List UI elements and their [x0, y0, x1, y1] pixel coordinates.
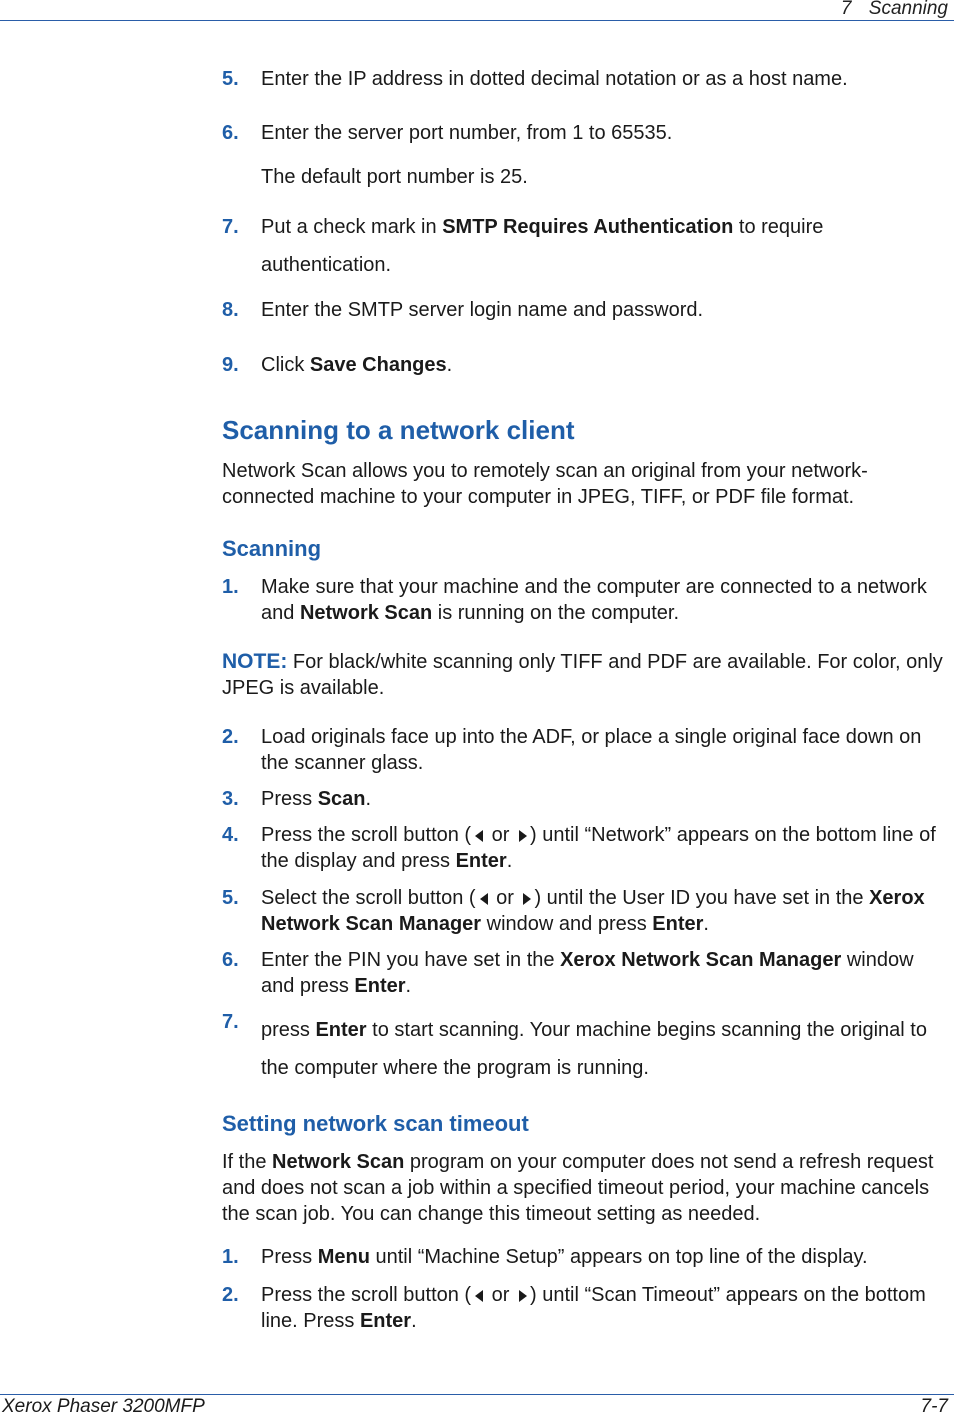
header-rule — [0, 20, 954, 21]
smtp-step-6: 6. Enter the server port number, from 1 to 65535. — [222, 122, 673, 144]
smtp-step-8: 8. Enter the SMTP server login name and password. — [222, 299, 704, 321]
footer-product: Xerox Phaser 3200MFP — [2, 1396, 205, 1417]
smtp-step-9: 9. Click Save Changes. — [222, 354, 453, 376]
scroll-right-icon — [519, 1290, 527, 1302]
section-title-timeout: Setting network scan timeout — [222, 1111, 529, 1136]
scan-step-6: 6. Enter the PIN you have set in the Xerox Network Scan Manager window and press Enter. — [222, 949, 914, 997]
scroll-right-icon — [523, 893, 531, 905]
section-title-network-client: Scanning to a network client — [222, 415, 575, 445]
smtp-step-7: 7. Put a check mark in SMTP Requires Authentication to require authentication. — [222, 216, 824, 276]
note: NOTE: For black/white scanning only TIFF and PDF are available. For color, only JPEG is available. — [222, 650, 943, 699]
scroll-left-icon — [475, 1290, 483, 1302]
subsection-title-scanning: Scanning — [222, 536, 322, 561]
default-port-note: The default port number is 25. — [261, 166, 528, 188]
note-label: NOTE: — [222, 650, 288, 673]
scroll-left-icon — [475, 830, 483, 842]
smtp-step-5: 5. Enter the IP address in dotted decimal notation or as a host name. — [222, 68, 848, 90]
scan-step-7: 7. press Enter to start scanning. Your machine begins scanning the original to the computer where the program is running. — [222, 1011, 927, 1079]
scan-step-4: 4. Press the scroll button ( or ) until “Network” appears on the bottom line of the display and press Enter. — [222, 824, 936, 872]
footer-rule — [0, 1394, 954, 1395]
chapter-title: Scanning — [868, 0, 948, 19]
scan-step-1: 1. Make sure that your machine and the computer are connected to a network and Network Scan is running on the computer. — [222, 576, 927, 624]
timeout-step-1: 1. Press Menu until “Machine Setup” appears on top line of the display. — [222, 1246, 868, 1268]
scroll-left-icon — [480, 893, 488, 905]
footer-page-number: 7-7 — [920, 1396, 948, 1417]
scroll-right-icon — [519, 830, 527, 842]
scan-step-2: 2. Load originals face up into the ADF, or place a single original face down on the scanner glass. — [222, 726, 922, 774]
scan-step-5: 5. Select the scroll button ( or ) until the User ID you have set in the Xerox Network Scan Manager window and press Enter. — [222, 887, 925, 935]
scan-step-3: 3. Press Scan. — [222, 788, 372, 810]
page-header — [841, 0, 948, 20]
timeout-step-2: 2. Press the scroll button ( or ) until “Scan Timeout” appears on the bottom line. Press Enter. — [222, 1284, 926, 1332]
section-intro: Network Scan allows you to remotely scan an original from your network-connected machine to your computer in JPEG, TIFF, or PDF file format. — [222, 460, 868, 508]
timeout-intro: If the Network Scan program on your computer does not send a refresh request and does not scan a job within a specified timeout period, your machine cancels the scan job. You can change this timeout setting as needed. — [222, 1151, 934, 1225]
chapter-number: 7 — [840, 0, 852, 19]
